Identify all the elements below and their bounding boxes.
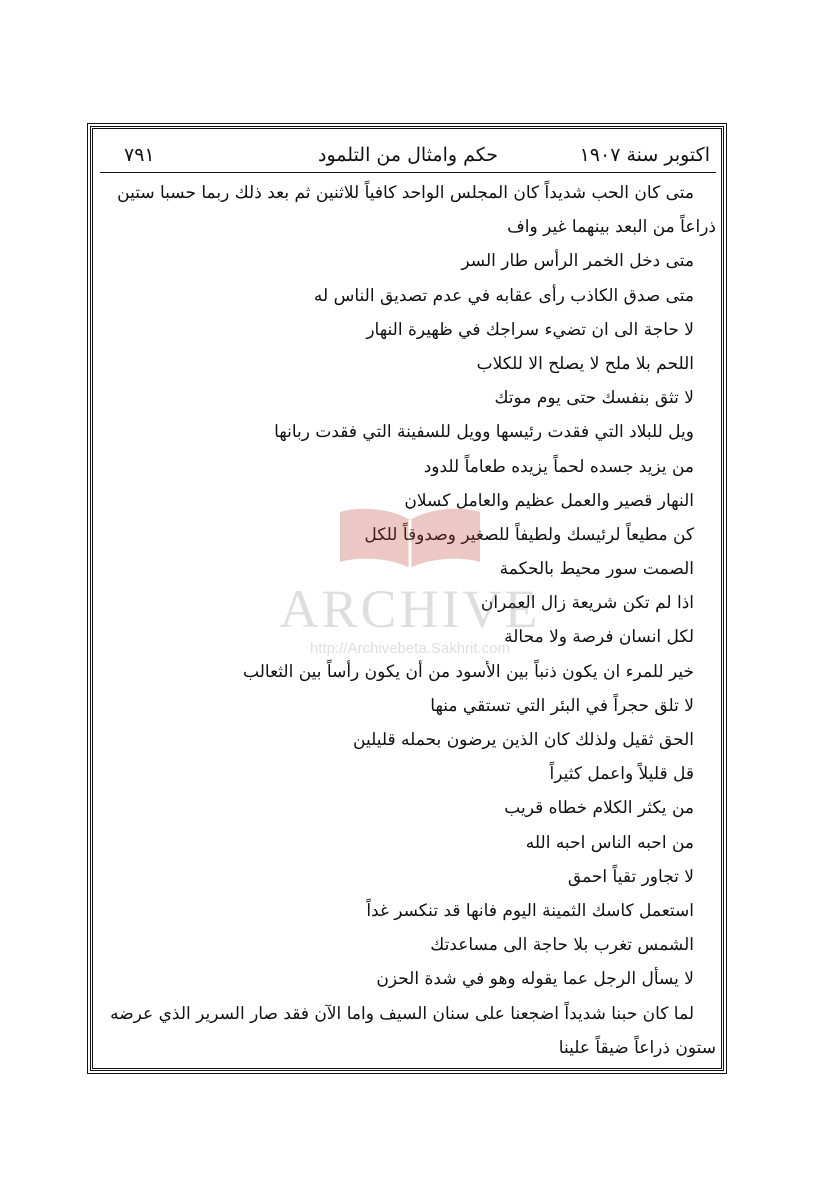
proverbs-text: [100, 176, 716, 1065]
text-line: خير للمرء ان يكون ذنباً بين الأسود من أن يكون رأساً بين الثعالب: [243, 661, 694, 682]
text-line: من احبه الناس احبه الله: [525, 832, 694, 853]
text-line: ذراعاً من البعد بينهما غير واف: [507, 217, 716, 238]
header-title: حكم وامثال من التلمود: [318, 144, 498, 166]
text-line: ويل للبلاد التي فقدت رئيسها وويل للسفينة التي فقدت ربانها: [274, 422, 694, 443]
text-line: استعمل كاسك الثمينة اليوم فانها قد تنكسر غداً: [366, 900, 694, 921]
header-date: اكتوبر سنة ١٩٠٧: [579, 144, 710, 166]
text-line: لا تجاور تقياً احمق: [567, 866, 694, 887]
text-line: لا حاجة الى ان تضيء سراجك في ظهيرة النهار: [366, 319, 694, 340]
text-line: لما كان حبنا شديداً اضجعنا على سنان السيف واما الآن فقد صار السرير الذي عرضه: [110, 1003, 694, 1024]
text-line: الحق ثقيل ولذلك كان الذين يرضون بحمله قليلين: [353, 730, 694, 750]
text-line: ستون ذراعاً ضيقاً علينا: [558, 1037, 716, 1058]
text-line: الشمس تغرب بلا حاجة الى مساعدتك: [430, 935, 694, 956]
text-line: متى كان الحب شديداً كان المجلس الواحد كافياً للاثنين ثم بعد ذلك ربما حسبا ستين: [117, 183, 694, 203]
text-line: متى صدق الكاذب رأى عقابه في عدم تصديق الناس له: [313, 285, 694, 306]
text-line: لا تلق حجراً في البئر التي تستقي منها: [430, 695, 694, 716]
text-line: لا يسأل الرجل عما يقوله وهو في شدة الحزن: [376, 969, 694, 990]
text-line: النهار قصير والعمل عظيم والعامل كسلان: [404, 490, 694, 511]
text-line: اللحم بلا ملح لا يصلح الا للكلاب: [476, 353, 694, 374]
watermark-url: http://Archivebeta.Sakhrit.com: [309, 640, 511, 657]
text-line: الصمت سور محيط بالحكمة: [499, 559, 694, 580]
running-header: [100, 138, 716, 173]
text-line: قل قليلاً واعمل كثيراً: [549, 764, 694, 785]
text-line: متى دخل الخمر الرأس طار السر: [461, 251, 694, 272]
text-line: كن مطيعاً لرئيسك ولطيفاً للصغير وصدوقاً للكل: [364, 524, 694, 545]
text-line: اذا لم تكن شريعة زال العمران: [480, 593, 694, 614]
watermark-text: ARCHIVE: [279, 579, 541, 639]
page-number: ٧٩١: [124, 144, 155, 166]
text-line: من يكثر الكلام خطاه قريب: [504, 798, 694, 819]
text-line: من يزيد جسده لحماً يزيده طعاماً للدود: [423, 456, 694, 477]
text-line: لكل انسان فرصة ولا محالة: [504, 627, 694, 648]
text-line: لا تثق بنفسك حتى يوم موتك: [494, 388, 694, 409]
